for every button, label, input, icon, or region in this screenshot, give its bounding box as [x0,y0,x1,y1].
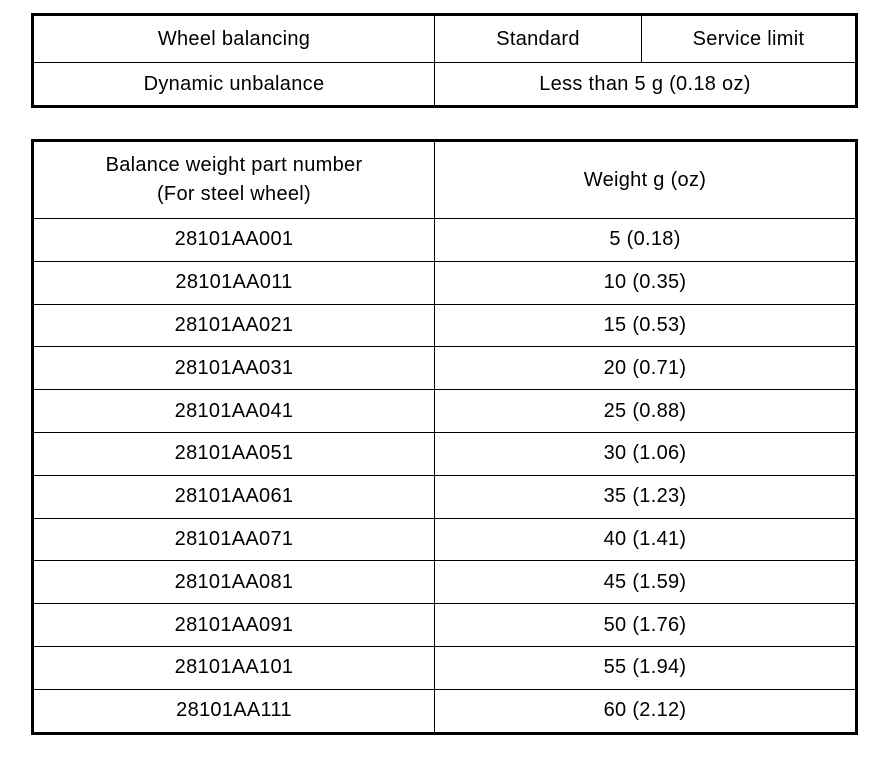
weight-header-row [33,141,857,219]
weight-cell: 35 (1.23) [435,475,857,518]
weight-cell: 15 (0.53) [435,304,857,347]
weight-cell: 30 (1.06) [435,432,857,475]
weight-cell: 10 (0.35) [435,261,857,304]
part-number-cell: 28101AA041 [33,390,435,433]
table-row [33,689,857,733]
part-number-cell: 28101AA081 [33,561,435,604]
table-row [33,219,857,262]
header-part-number-line2: (For steel wheel) [156,183,312,205]
weight-cell: 55 (1.94) [435,646,857,689]
part-number-cell: 28101AA031 [33,347,435,390]
table-row [33,347,857,390]
header-weight: Weight g (oz) [435,141,857,219]
part-number-cell: 28101AA011 [33,261,435,304]
table-row [33,390,857,433]
part-number-cell: 28101AA111 [33,689,435,733]
spec-header-item: Wheel balancing [33,15,435,63]
table-row [33,518,857,561]
weight-cell: 25 (0.88) [435,390,857,433]
table-row [33,646,857,689]
table-row [33,604,857,647]
table-row [33,261,857,304]
spec-header-row [33,15,857,63]
part-number-cell: 28101AA101 [33,646,435,689]
table-row [33,475,857,518]
table-row [33,561,857,604]
part-number-cell: 28101AA051 [33,432,435,475]
part-number-cell: 28101AA071 [33,518,435,561]
header-part-number [33,141,435,219]
table-row [33,432,857,475]
spec-header-service-limit: Service limit [642,15,857,63]
weight-cell: 60 (2.12) [435,689,857,733]
part-number-cell: 28101AA021 [33,304,435,347]
spec-header-standard: Standard [435,15,642,63]
spec-row-dynamic-unbalance [33,63,857,107]
part-number-cell: 28101AA061 [33,475,435,518]
balance-weight-table [31,139,858,735]
part-number-cell: 28101AA091 [33,604,435,647]
weight-cell: 45 (1.59) [435,561,857,604]
wheel-balancing-spec-table [31,13,858,108]
weight-cell: 5 (0.18) [435,219,857,262]
spec-row-item: Dynamic unbalance [33,63,435,107]
spec-row-value: Less than 5 g (0.18 oz) [435,63,857,107]
table-row [33,304,857,347]
header-part-number-line1: Balance weight part number [105,154,363,176]
weight-cell: 50 (1.76) [435,604,857,647]
weight-cell: 20 (0.71) [435,347,857,390]
part-number-cell: 28101AA001 [33,219,435,262]
weight-cell: 40 (1.41) [435,518,857,561]
